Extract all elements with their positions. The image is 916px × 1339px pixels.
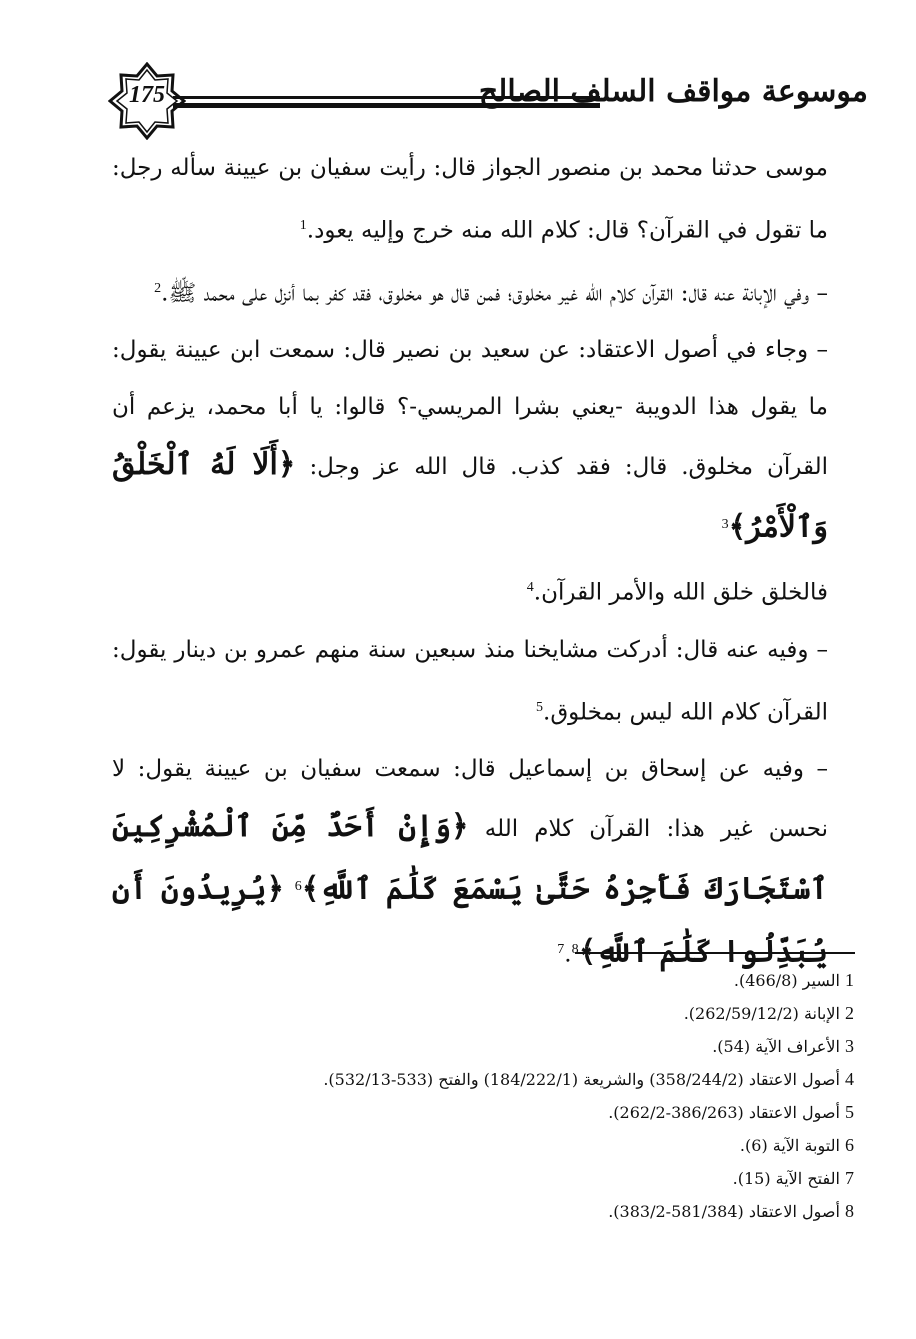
page-number: 175	[129, 82, 165, 108]
footnotes	[154, 964, 854, 1228]
paragraph: – وفي الإبانة عنه قال: القرآن كلام الله غير مخلوق؛ فمن قال هو مخلوق، فقد كفر بما أنزل على محمد ﷺ.$^2$	[154, 280, 828, 307]
page-number-badge	[108, 62, 186, 140]
paragraph: – وجاء في أصول الاعتقاد: عن سعيد بن نصير قال: سمعت ابن عيينة يقول: ما يقول هذا الدويبة -يعني بشرا المريسي-؟ قالوا: يا أبا محمد، يزعم أن القرآن مخلوق. قال: فقد كذب. قال الله عز وجل: ﴿أَلَا لَهُ ٱلْخَلْقُ وَٱلْأَمْرُ﴾$^3$	[112, 337, 829, 545]
main-text	[112, 140, 828, 984]
footnote-ref[interactable]: 6	[294, 879, 302, 895]
paragraph: – وفيه عنه قال: أدركت مشايخنا منذ سبعين سنة منهم عمرو بن دينار يقول: القرآن كلام الله ليس بمخلوق.$^5$	[112, 636, 828, 726]
book-title: موسوعة مواقف السلف الصالح	[478, 74, 868, 109]
paragraph: فالخلق خلق الله والأمر القرآن.$^4$	[526, 579, 828, 606]
footnote-ref[interactable]: 7	[557, 941, 565, 957]
footnote: 7 الفتح الآية (15).	[732, 1168, 854, 1188]
quran-verse: ﴿أَلَا لَهُ ٱلْخَلْقُ وَٱلْأَمْرُ﴾	[112, 447, 828, 545]
footnote: 1 السير (466/8).	[733, 970, 854, 990]
footnote: 5 أصول الاعتقاد (386/263-262/2).	[608, 1102, 854, 1122]
page-header	[108, 62, 868, 142]
footnote-ref[interactable]: 3	[721, 517, 729, 533]
footnote-ref[interactable]: 1	[299, 218, 307, 233]
footnote-ref[interactable]: 2	[154, 280, 162, 296]
quran-verse: ﴿يُرِيدُونَ أَن يُبَدِّلُوا كَلَٰمَ ٱللَّهِ﴾	[112, 871, 828, 970]
paragraph: – وفيه عن إسحاق بن إسماعيل قال: سمعت سفيان بن عيينة يقول: لا نحسن غير هذا: القرآن كلام الله ﴿وَإِنْ أَحَدٌ مِّنَ ٱلْمُشْرِكِينَ ٱسْتَجَارَكَ فَأَجِرْهُ حَتَّىٰ يَسْمَعَ كَلَٰمَ ٱللَّهِ﴾$^6$ ﴿يُرِيدُونَ أَن يُبَدِّلُوا كَلَٰمَ ٱللَّهِ﴾$^7$.$^8$	[112, 756, 828, 970]
footnote-separator	[575, 952, 855, 954]
footnote: 3 الأعراف الآية (54).	[712, 1036, 854, 1056]
footnote: 2 الإبانة (262/59/12/2).	[683, 1003, 854, 1023]
footnote: 8 أصول الاعتقاد (581/384-383/2).	[608, 1201, 854, 1221]
quran-verse: ﴿وَإِنْ أَحَدٌ مِّنَ ٱلْمُشْرِكِينَ ٱسْتَجَارَكَ فَأَجِرْهُ حَتَّىٰ يَسْمَعَ كَلَٰمَ ٱللَّهِ﴾	[112, 809, 828, 907]
footnote: 4 أصول الاعتقاد (358/244/2) والشريعة (184/222/1) والفتح (533-532/13).	[323, 1069, 854, 1089]
paragraph: موسى حدثنا محمد بن منصور الجواز قال: رأيت سفيان بن عيينة سأله رجل: ما تقول في القرآن؟ قال: كلام الله منه خرج وإليه يعود.$^1$	[112, 155, 828, 244]
footnote-ref[interactable]: 4	[526, 579, 534, 595]
footnote-ref[interactable]: 5	[536, 699, 544, 715]
footnote-ref[interactable]: 8	[571, 941, 579, 957]
footnote: 6 التوبة الآية (6).	[739, 1135, 854, 1155]
